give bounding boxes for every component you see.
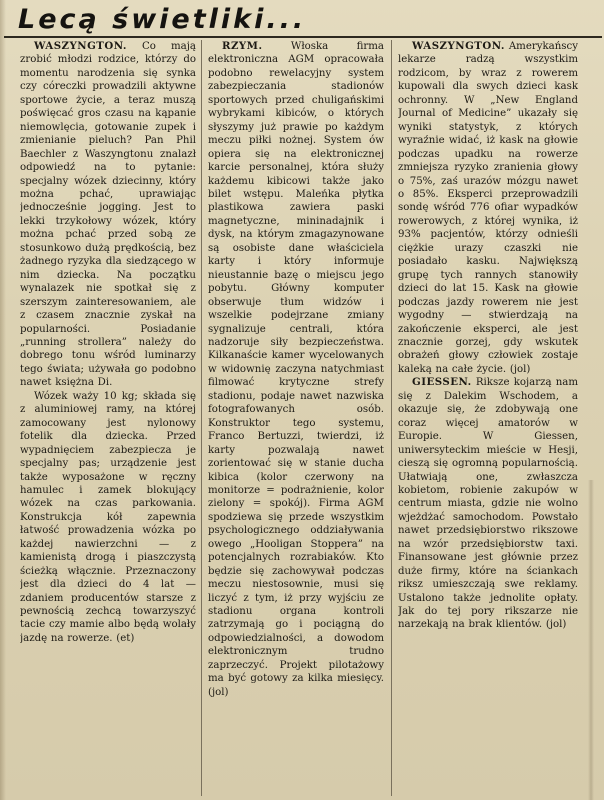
article-paragraph [398, 40, 578, 376]
column-2 [208, 40, 384, 798]
author-signature: (jol) [509, 363, 531, 375]
paragraph-text: Amerykańscy lekarze radzą wszystkim rodzicom, by wraz z rowerem kupowali dla swych dzieci kask ochronny. W „New England Journal of Medicine” ukazały się wyniki statystyk, z których wyraźnie widać, iż kask na głowie podczas upadku na rowerze zmniejsza ryzyko zranienia głowy o 75%, zaś urazów mózgu nawet o 85%. Eksperci przeprowadzili sondę wśród 776 ofiar wypadków rowerowych, z której wynika, iż 93% pacjentów, którzy odnieśli ciężkie urazy czaszki nie posiadało kasku. Największą grupę tych rannych stanowiły dzieci do lat 15. Kask na głowie podczas jazdy rowerem nie jest wygodny — stwierdzają na zakończenie eksperci, ale jest znacznie gorzej, gdy wskutek obrażeń głowy człowiek zostaje kaleką na całe życie. [398, 41, 578, 375]
article-paragraph [398, 376, 578, 632]
dateline: WASZYNGTON. [412, 40, 505, 52]
headline-rule [4, 36, 602, 38]
column-3 [398, 40, 578, 798]
dateline: GIESSEN. [412, 376, 472, 389]
article-paragraph [20, 40, 196, 390]
dateline: WASZYNGTON. [34, 40, 127, 52]
paper-edge-shadow [0, 0, 6, 800]
column-1 [20, 40, 196, 798]
paragraph-text: Co mają zrobić młodzi rodzice, którzy do momentu narodzenia się synka czy córeczki prowadzili aktywne sportowe życie, a teraz muszą poświęcać gros czasu na kąpanie niemowlęcia, gotowanie zupek i zmienianie pieluch? Pan Phil Baechler z Waszyngtonu znalazł odpowiedź na to pytanie: specjalny wózek dziecinny, który można pchać, uprawiając jednocześnie jogging. Jest to lekki trzykołowy wózek, który można pchać przed sobą ze stosunkowo dużą prędkością, bez żadnego ryzyka dla siedzącego w nim dziecka. Na początku wynalazek nie spotkał się z szerszym zainteresowaniem, ale z czasem znacznie zyskał na popularności. Posiadanie „running strollera” należy do dobrego tonu wśród luminarzy tego świata; używała go podobno nawet księżna Di. [20, 41, 196, 389]
paragraph-text: Riksze kojarzą nam się z Dalekim Wschodem, a okazuje się, że zdobywają one coraz więcej amatorów w Europie. W Giessen, uniwersyteckim mieście w Hesji, cieszą się ogromną popularnością. Ułatwiają one, zwłaszcza kobietom, robienie zakupów w centrum miasta, gdzie nie wolno wjeżdżać samochodom. Powstało nawet przedsiębiorstwo rikszowe na wzór przedsiębiorstw taxi. Finansowane jest głównie przez duże firmy, które na ściankach riksz umieszczają swe reklamy. Ustalono także jednolite opłaty. Jak do tej pory rikszarze nie narzekają na brak klientów. [398, 377, 578, 631]
column-rule [391, 40, 392, 796]
article-paragraph [208, 40, 384, 699]
author-signature: (jol) [545, 619, 567, 631]
dateline: RZYM. [222, 40, 263, 52]
article-paragraph [20, 390, 196, 646]
author-signature: (jol) [208, 686, 229, 698]
paragraph-text: Wózek waży 10 kg; składa się z aluminiowej ramy, na której zamocowany jest nylonowy fotelik dla dziecka. Przed wypadnięciem zabezpiecza je specjalny pas; urządzenie jest także wyposażone w ręczny hamulec i zamek blokujący wózek na czas parkowania. Konstrukcja kół zapewnia łatwość prowadzenia wózka po każdej nawierzchni — z kamienistą drogą i piaszczystą ścieżką włącznie. Przeznaczony jest dla dzieci do 4 lat — zdaniem producentów starsze z pewnością zechcą towarzyszyć tacie czy mamie albo będą wolały jazdę na rowerze. [20, 390, 196, 644]
column-rule [201, 40, 202, 796]
headline: Lecą świetliki... [18, 4, 307, 35]
paper-fold-shadow [588, 480, 594, 800]
paragraph-text: Włoska firma elektroniczna AGM opracowała podobno rewelacyjny system zabezpieczania stadionów sportowych przed chuligańskimi wybrykami kibiców, o których słyszymy już prawie po każdym meczu piłki nożnej. System ów opiera się na elektronicznej karcie personalnej, która służy każdemu kibicowi także jako bilet wstępu. Maleńka płytka plastikowa zawiera paski magnetyczne, mininadajnik i dysk, na którym zmagazynowane są osobiste dane właściciela karty i który informuje nieustannie bazę o miejscu jego pobytu. Główny komputer obserwuje tłum widzów i wszelkie podejrzane zmiany sygnalizuje centrali, która nadzoruje siły bezpieczeństwa. Kilkanaście kamer wycelowanych w widownię zaczyna natychmiast filmować krytyczne strefy stadionu, podaje nawet nazwiska fotografowanych osób. Konstruktor tego systemu, Franco Bertuzzi, twierdzi, iż karty pozwalają nawet zorientować się w stanie ducha kibica (kolor czerwony na monitorze = podrażnienie, kolor zielony = spokój). Firma AGM spodziewa się przede wszystkim psychologicznego oddziaływania owego „Hooligan Stoppera” na potencjalnych rozrabiaków. Kto będzie się zachowywał podczas meczu niestosownie, musi się liczyć z tym, iż przy wyjściu ze stadionu organa kontroli zatrzymają go i pociągną do odpowiedzialności, a dowodom elektronicznym trudno zaprzeczyć. Projekt pilotażowy ma być gotowy za kilka miesięcy. [208, 41, 384, 685]
author-signature: (et) [116, 632, 135, 644]
